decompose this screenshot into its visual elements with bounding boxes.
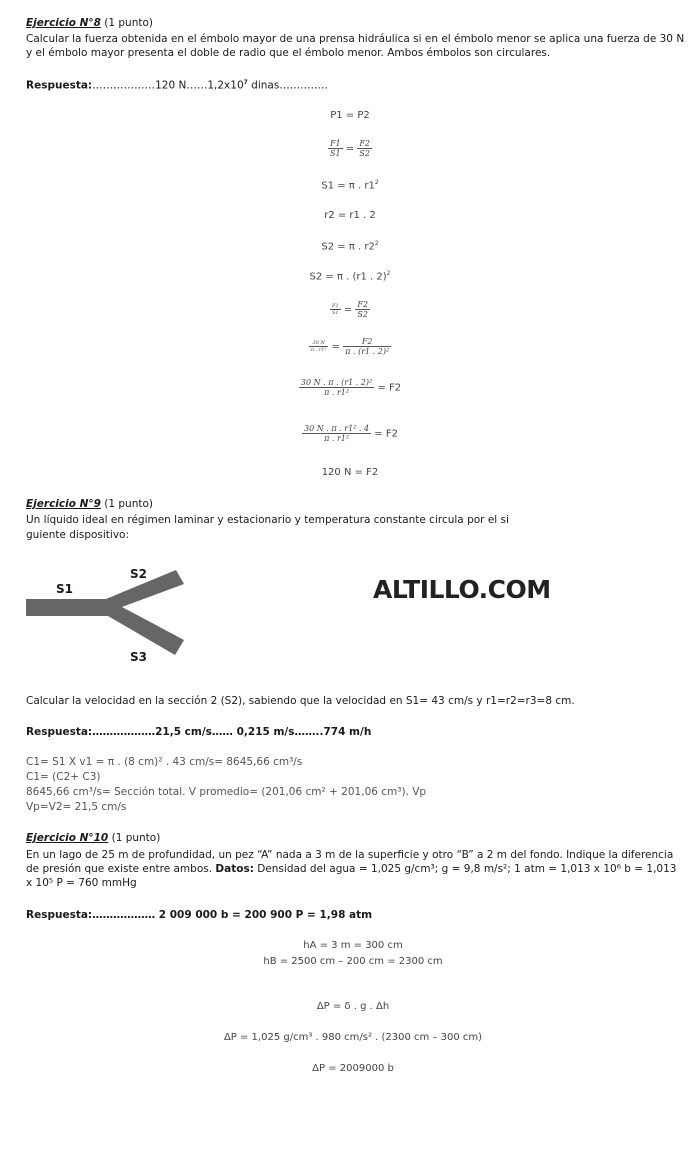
frac-den: π . r1² xyxy=(310,347,327,353)
eq-f2-2 xyxy=(250,424,450,443)
frac-f2-solve2 xyxy=(302,424,371,443)
eq-f2-label: = F2 xyxy=(377,382,402,394)
ex9-title: Ejercicio N°9 xyxy=(26,498,101,510)
ex10-statement xyxy=(26,848,686,890)
ex10-h1: hA = 3 m = 300 cm xyxy=(303,940,403,951)
equals-sign: = xyxy=(345,143,355,155)
frac-f2-s2 xyxy=(355,300,370,319)
label-s3: S3 xyxy=(130,650,147,664)
ex8-answer-label: Respuesta: xyxy=(26,79,93,92)
ex10-answer-value: ……………… 2 009 000 b = 200 900 P = 1,98 atm xyxy=(92,909,373,921)
frac-num: 30 N xyxy=(309,340,329,347)
ex9-calc2: C1= (C2+ C3) xyxy=(26,771,101,783)
ex8-points: (1 punto) xyxy=(104,17,154,29)
ex10-answer xyxy=(26,909,372,921)
ex9-line1: Un líquido ideal en régimen laminar y estacionario y temperatura constante circula por el si xyxy=(26,514,509,526)
ex10-h2: hB = 2500 cm – 200 cm = 2300 cm xyxy=(263,956,443,967)
label-s2: S2 xyxy=(130,567,147,581)
ex10-dp1: ΔP = δ . g . Δh xyxy=(316,1001,390,1012)
eq-s2-expanded xyxy=(250,270,450,282)
ex9-line2: guiente dispositivo: xyxy=(26,529,130,541)
frac-num: F1 xyxy=(331,303,339,309)
label-s1: S1 xyxy=(56,582,73,596)
frac-den: π . (r1 . 2)² xyxy=(345,347,390,356)
eq-substitution xyxy=(250,337,450,356)
ex8-statement: Calcular la fuerza obtenida en el émbolo mayor de una prensa hidráulica si en el émbolo menor se aplica una fuerza de 30 N y el émbolo mayor presenta el doble de radio que el émbolo menor. Ambos émbolos son circulares. xyxy=(26,33,685,59)
pipe-diagram xyxy=(26,562,196,672)
frac-tiny xyxy=(309,340,329,353)
ex8-answer-value: ………………120 N……1,2x10 xyxy=(92,79,244,92)
ex9-answer-label: Respuesta: xyxy=(26,726,93,738)
ex9-heading xyxy=(26,498,153,510)
eq-p1-p2: P1 = P2 xyxy=(330,110,370,121)
sq: 2 xyxy=(374,240,379,247)
ex10-heading xyxy=(26,832,160,844)
equals-sign: = xyxy=(343,304,353,316)
ex9-calc4: Vp=V2= 21,5 cm/s xyxy=(26,801,127,813)
eq-s2-text: S2 = π . r2 xyxy=(321,241,375,253)
frac-f2-solve xyxy=(299,378,374,397)
eq-s2-expanded-text: S2 = π . (r1 . 2) xyxy=(309,271,387,283)
ex10-answer-label: Respuesta: xyxy=(26,909,93,921)
ex10-dp2: ΔP = 1,025 g/cm³ . 980 cm/s² . (2300 cm – 300 cm) xyxy=(223,1032,483,1043)
ex8-answer-exp: 7 xyxy=(243,79,248,86)
eq-result: 120 N = F2 xyxy=(321,467,379,478)
ex10-dp3: ΔP = 2009000 b xyxy=(312,1063,394,1074)
sq: 2 xyxy=(374,179,379,186)
ex8-heading xyxy=(26,17,153,29)
ex9-calc3: 8645,66 cm³/s= Sección total. V promedio= (201,06 cm² + 201,06 cm³). Vp xyxy=(26,786,427,798)
eq-tiny-ratio xyxy=(250,300,450,319)
ex10-datos-label: Datos: xyxy=(215,863,254,875)
ex9-calc1: C1= S1 X v1 = π . (8 cm)² . 43 cm/s= 8645,66 cm³/s xyxy=(26,756,303,768)
ex9-answer xyxy=(26,726,371,738)
eq-s1-text: S1 = π . r1 xyxy=(321,180,375,192)
frac-den: π . r1² xyxy=(324,434,350,443)
ex10-points: (1 punto) xyxy=(111,832,161,844)
ex10-title: Ejercicio N°10 xyxy=(26,832,109,844)
eq-r2: r2 = r1 . 2 xyxy=(324,210,376,221)
eq-f2-label: = F2 xyxy=(374,428,398,440)
eq-ratio xyxy=(250,139,450,158)
ex9-question: Calcular la velocidad en la sección 2 (S2), sabiendo que la velocidad en S1= 43 cm/s y r1=r2=r3=8 cm. xyxy=(26,695,575,707)
frac-den: S1 xyxy=(330,149,341,158)
frac-tiny xyxy=(330,303,341,316)
y-pipe-shape xyxy=(26,570,184,655)
ex10-text-a: En un lago de 25 m de profundidad, un pez “A” nada a 3 m de la superficie y otro “B” a 2 m del fondo. Indique la diferencia de presión que existe entre ambos. xyxy=(26,849,674,875)
frac-num: F1 xyxy=(329,139,341,148)
eq-s1 xyxy=(250,179,450,191)
eq-f2-1 xyxy=(250,378,450,397)
frac-num: F2 xyxy=(359,139,371,148)
altillo-logo: ALTILLO.COM xyxy=(373,575,551,604)
ex8-title: Ejercicio N°8 xyxy=(26,17,101,29)
ex10-text-b: Densidad del agua = 1,025 g/cm³; g = 9,8 m/s²; 1 atm = 1,013 x 10⁶ b = 1,013 x 10⁵ P = 760 mmHg xyxy=(26,863,677,889)
frac-f1-s1 xyxy=(328,139,343,158)
frac-f2-s2big xyxy=(343,337,391,356)
sq: 2 xyxy=(386,270,391,277)
ex9-points: (1 punto) xyxy=(104,498,154,510)
frac-num: 30 N . π . r1² . 4 xyxy=(304,424,370,433)
frac-den: S2 xyxy=(359,149,370,158)
frac-num: F2 xyxy=(343,337,391,347)
equals-sign: = xyxy=(331,341,341,353)
frac-den: S1 xyxy=(331,310,339,316)
ex9-answer-value: ………………21,5 cm/s…… 0,215 m/s……..774 m/h xyxy=(92,726,372,738)
ex8-answer xyxy=(26,79,328,92)
ex8-answer-tail: dinas……..…… xyxy=(247,79,328,92)
frac-den: S2 xyxy=(357,310,368,319)
frac-den: π . r1² xyxy=(324,388,350,397)
frac-num: 30 N . π . (r1 . 2)² xyxy=(300,378,373,387)
frac-num: F2 xyxy=(357,300,369,309)
eq-s2 xyxy=(250,240,450,252)
frac-f2-s2 xyxy=(357,139,372,158)
